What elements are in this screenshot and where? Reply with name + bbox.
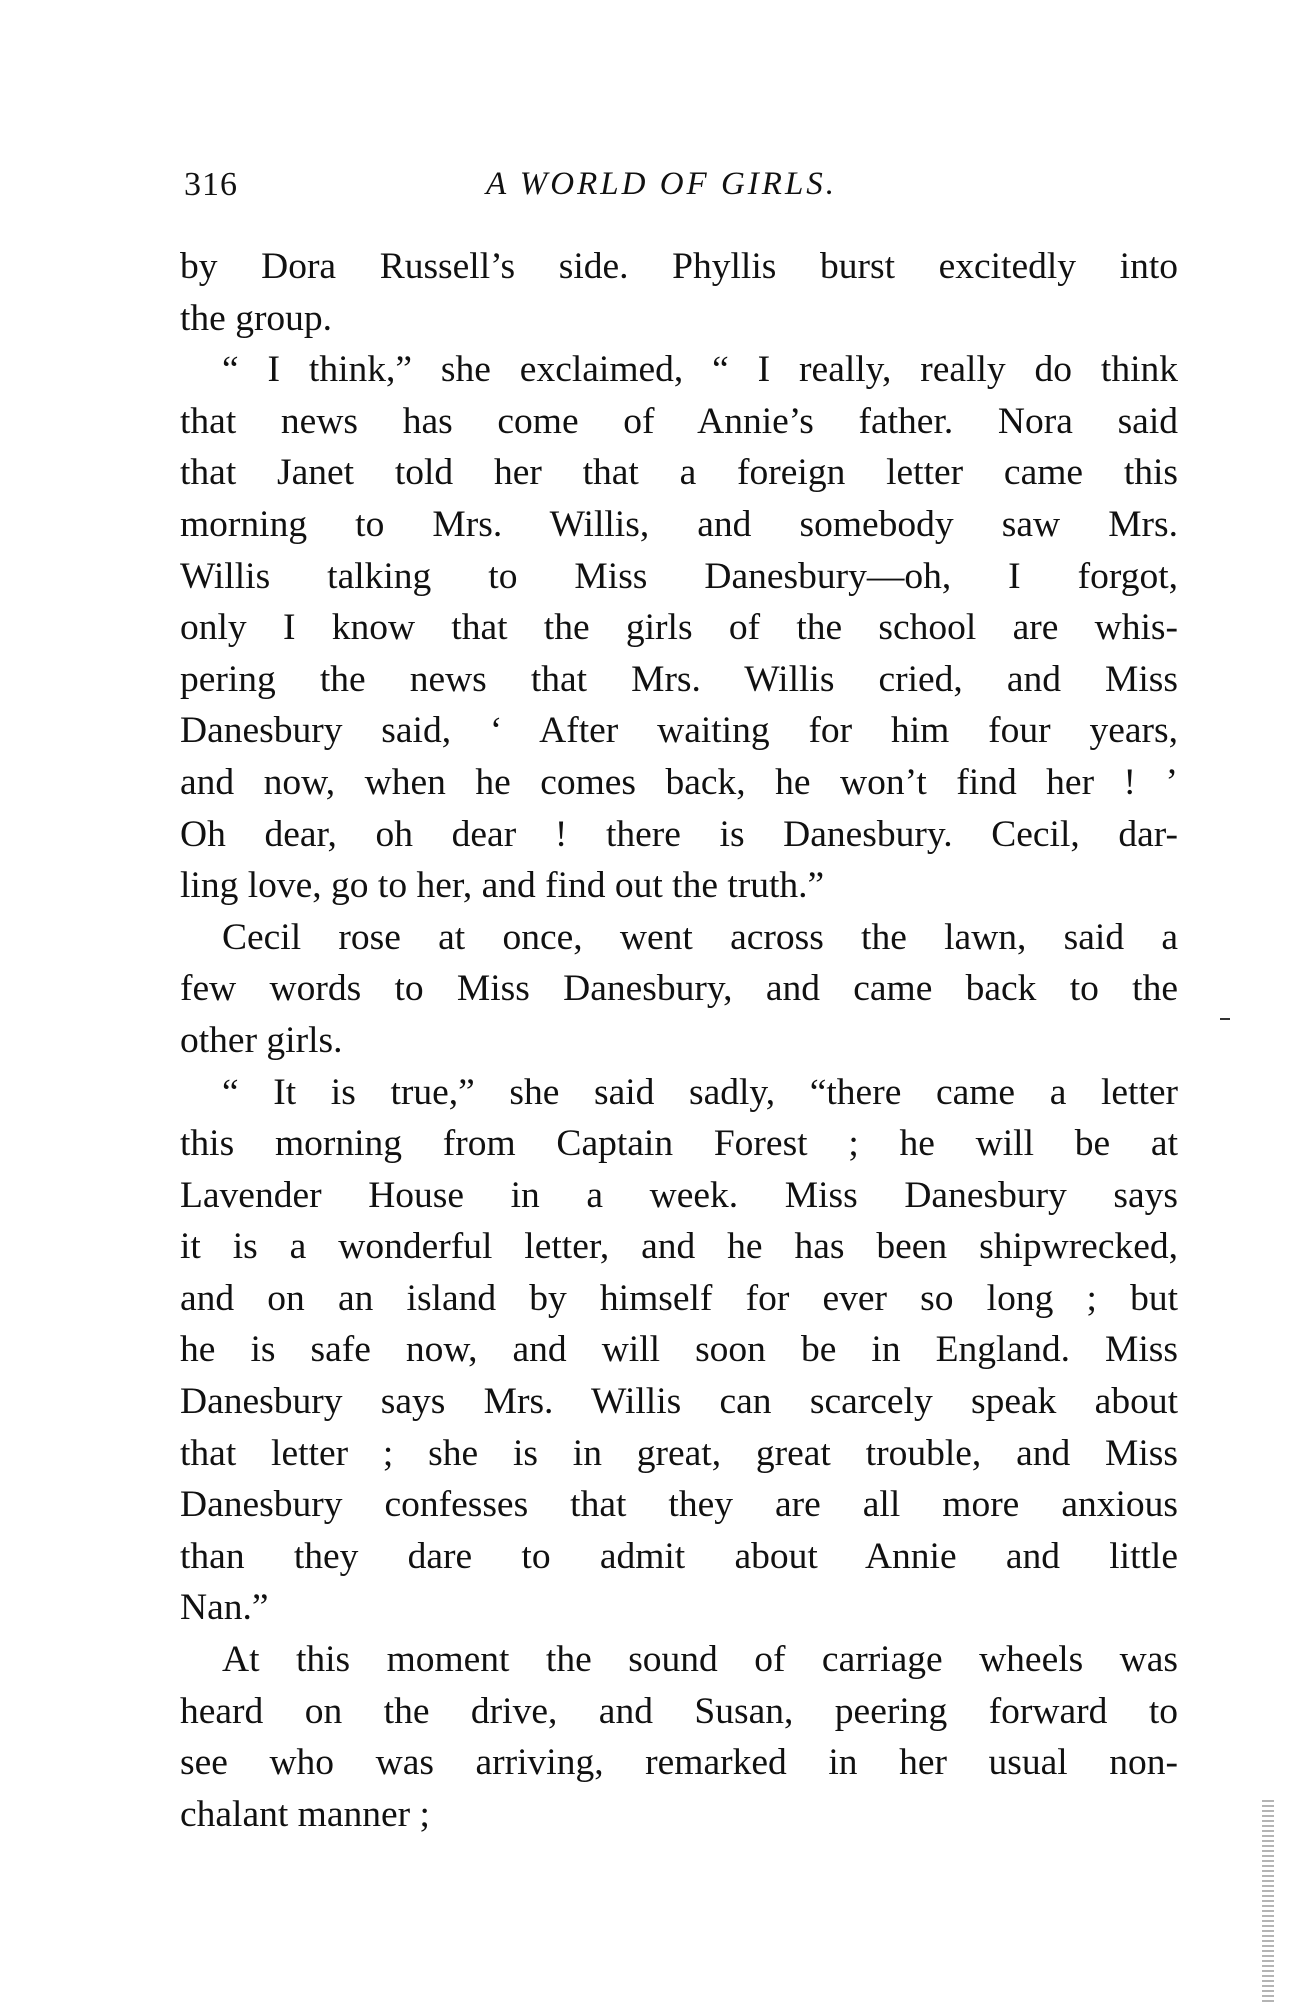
text-line: ling love, go to her, and find out the truth.” xyxy=(180,865,825,907)
text-line: Danesbury confesses that they are all more anxious xyxy=(180,1484,1178,1526)
text-line: see who was arriving, remarked in her usual non- xyxy=(180,1742,1178,1784)
margin-mark xyxy=(1220,1018,1230,1020)
text-line: heard on the drive, and Susan, peering forward to xyxy=(180,1690,1178,1732)
scan-edge-artifact xyxy=(1262,1800,1274,2002)
text-line: At this moment the sound of carriage wheels was xyxy=(222,1639,1178,1681)
text-line: chalant manner ; xyxy=(180,1793,430,1835)
page-header xyxy=(184,166,1136,214)
body-text xyxy=(180,241,1178,1840)
running-title: A WORLD OF GIRLS. xyxy=(486,166,838,202)
text-line: Nan.” xyxy=(180,1587,269,1629)
text-line: few words to Miss Danesbury, and came back to the xyxy=(180,968,1178,1010)
text-line: he is safe now, and will soon be in England. Miss xyxy=(180,1329,1178,1371)
text-line: the group. xyxy=(180,297,333,339)
text-line: and now, when he comes back, he won’t find her ! ’ xyxy=(180,761,1178,803)
text-line: by Dora Russell’s side. Phyllis burst excitedly into xyxy=(180,246,1178,287)
text-line: Willis talking to Miss Danesbury—oh, I forgot, xyxy=(180,555,1178,597)
text-line: Lavender House in a week. Miss Danesbury says xyxy=(180,1174,1178,1216)
text-line: “ It is true,” she said sadly, “there came a letter xyxy=(222,1071,1178,1113)
text-line: that news has come of Annie’s father. Nora said xyxy=(180,400,1178,442)
text-line: “ I think,” she exclaimed, “ I really, really do think xyxy=(222,349,1178,391)
text-line: other girls. xyxy=(180,1019,343,1061)
text-line: morning to Mrs. Willis, and somebody saw Mrs. xyxy=(180,503,1178,545)
text-line: Danesbury said, ‘ After waiting for him four years, xyxy=(180,710,1178,752)
page-number: 316 xyxy=(184,166,238,203)
text-line: this morning from Captain Forest ; he will be at xyxy=(180,1123,1178,1165)
text-line: that Janet told her that a foreign letter came this xyxy=(180,452,1178,494)
text-line: that letter ; she is in great, great trouble, and Miss xyxy=(180,1432,1178,1474)
text-line: only I know that the girls of the school are whis- xyxy=(180,607,1178,649)
text-line: Oh dear, oh dear ! there is Danesbury. Cecil, dar- xyxy=(180,813,1178,855)
text-line: pering the news that Mrs. Willis cried, and Miss xyxy=(180,658,1178,700)
text-line: Danesbury says Mrs. Willis can scarcely speak about xyxy=(180,1381,1178,1423)
text-line: Cecil rose at once, went across the lawn, said a xyxy=(222,916,1178,958)
text-line: and on an island by himself for ever so long ; but xyxy=(180,1277,1178,1319)
text-line: it is a wonderful letter, and he has been shipwrecked, xyxy=(180,1226,1178,1268)
text-line: than they dare to admit about Annie and little xyxy=(180,1535,1178,1577)
